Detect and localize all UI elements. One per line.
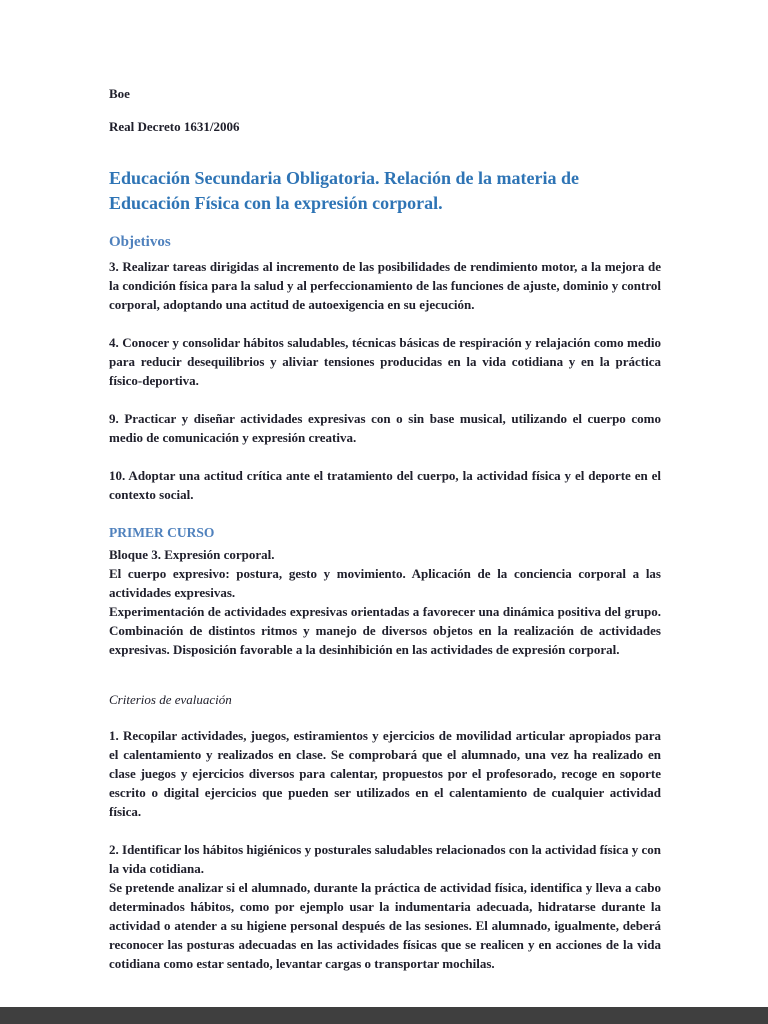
criteria-paragraph-2: 2. Identificar los hábitos higiénicos y posturales saludables relacionados con la actividad física y con la vida cotidiana. — [109, 842, 661, 876]
criterios-heading: Criterios de evaluación — [109, 692, 232, 707]
doc-header-boe: Boe — [109, 86, 130, 101]
criteria-paragraph-1: 1. Recopilar actividades, juegos, estiramientos y ejercicios de movilidad articular apropiados para el calentamiento y realizados en clase. Se comprobará que el alumnado, una vez ha realizado en clase juegos y ejercicios diversos para calentar, propuestos por el profesorado, recoge en soporte escrito o digital ejercicios que pueden ser utilizados en el calentamiento de cualquier actividad física. — [109, 728, 661, 819]
objective-paragraph-9: 9. Practicar y diseñar actividades expresivas con o sin base musical, utilizando el cuerpo como medio de comunicación y expresión creativa. — [109, 411, 661, 445]
bloque-paragraph-experimentacion: Experimentación de actividades expresivas orientadas a favorecer una dinámica positiva del grupo. Combinación de distintos ritmos y manejo de diversos objetos en la realización de actividades expresivas. Disposición favorable a la desinhibición en las actividades de expresión corporal. — [109, 604, 661, 657]
doc-header-decree: Real Decreto 1631/2006 — [109, 119, 240, 134]
viewer-bottom-bar — [0, 1007, 768, 1024]
objective-paragraph-4: 4. Conocer y consolidar hábitos saludables, técnicas básicas de respiración y relajación como medio para reducir desequilibrios y aliviar tensiones producidas en la vida cotidiana y en la práctica físico-deportiva. — [109, 335, 661, 388]
bloque-paragraph-cuerpo-expresivo: El cuerpo expresivo: postura, gesto y movimiento. Aplicación de la conciencia corporal a las actividades expresivas. — [109, 566, 661, 600]
document-title: Educación Secundaria Obligatoria. Relación de la materia de Educación Física con la expresión corporal. — [109, 168, 579, 213]
objective-paragraph-3: 3. Realizar tareas dirigidas al incremento de las posibilidades de rendimiento motor, a la mejora de la condición física para la salud y al perfeccionamiento de las funciones de ajuste, dominio y control corporal, adoptando una actitud de autoexigencia en su ejecución. — [109, 259, 661, 312]
section-heading-primer-curso: PRIMER CURSO — [109, 525, 215, 540]
section-heading-objetivos: Objetivos — [109, 234, 171, 250]
bloque-heading: Bloque 3. Expresión corporal. — [109, 547, 275, 562]
objective-paragraph-10: 10. Adoptar una actitud crítica ante el tratamiento del cuerpo, la actividad física y el deporte en el contexto social. — [109, 468, 661, 502]
criteria-paragraph-2-detail: Se pretende analizar si el alumnado, durante la práctica de actividad física, identifica y lleva a cabo determinados hábitos, como por ejemplo usar la indumentaria adecuada, hidratarse durante la actividad o atender a su higiene personal después de las sesiones. El alumnado, igualmente, deberá reconocer las posturas adecuadas en las actividades físicas que se realicen y en acciones de la vida cotidiana como estar sentado, levantar cargas o transportar mochilas. — [109, 880, 661, 971]
document-content — [109, 84, 661, 973]
